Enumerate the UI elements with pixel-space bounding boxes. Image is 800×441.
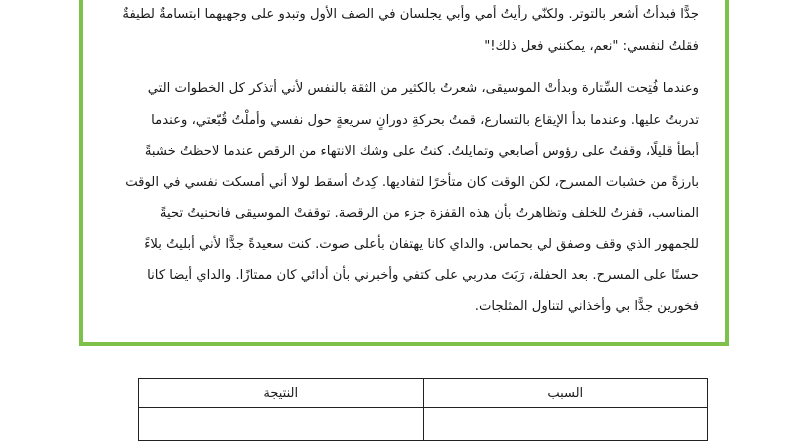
story-line: فخورين جدًّا بي وأخذاني لتناول المثلجات. <box>474 299 699 314</box>
table-header-row <box>139 379 708 408</box>
story-line: للجمهور الذي وقف وصفق لي بحماس. والداي كانا يهتفان بأعلى صوت. كنت سعيدةً جدًّا لأني أبليتُ بلاءً <box>144 237 699 252</box>
result-cell[interactable] <box>139 408 424 441</box>
header-cause: السبب <box>423 379 708 408</box>
story-line: حسنًا على المسرح. بعد الحفلة، رَبَتَ مدربي على كتفي وأخبرني بأن أدائي كان ممتازًا. والداي أيضا كانا <box>147 268 699 283</box>
table-row <box>139 408 708 441</box>
story-line: المناسب، قفزتُ للخلف وتظاهرتُ بأن هذه القفزة جزء من الرقصة. توقفتْ الموسيقى فانحنيتُ تحيةً <box>159 206 699 221</box>
story-line: وعندما فُتِحت السِّتارة وبدأتْ الموسيقى، شعرتُ بالكثير من الثقة بالنفس لأني أتذكر كل الخطوات التي <box>147 81 699 96</box>
story-line: أبطأ قليلًا، وقفتُ على رؤوس أصابعي وتمايلتُ. كنتُ على وشك الانتهاء من الرقص عندما لاحظتُ خشبةً <box>144 144 699 159</box>
story-line: جدًّا فبدأتُ أشعر بالتوتر. ولكنّي رأيتُ أمي وأبي يجلسان في الصف الأول وتبدو على وجهيهما ابتسامةٌ لطيفةٌ <box>122 7 699 22</box>
header-result: النتيجة <box>139 379 424 408</box>
story-line: بارزةً من خشبات المسرح، لكن الوقت كان متأخرًا لتفاديها. كِدتُ أسقط لولا أني أمسكت نفسي في الوقت <box>125 175 699 190</box>
story-box <box>79 0 729 346</box>
cause-result-table <box>138 378 708 441</box>
story-line: تدربتُ عليها. وعندما بدأ الإيقاع بالتسارع، قمتُ بحركةِ دورانٍ سريعةٍ حول نفسي وأملْتُ قُبّعتي، وعندما <box>151 113 699 128</box>
story-line: فقلتُ لنفسي: "نعم، يمكنني فعل ذلك!" <box>484 39 699 54</box>
cause-cell[interactable] <box>423 408 708 441</box>
